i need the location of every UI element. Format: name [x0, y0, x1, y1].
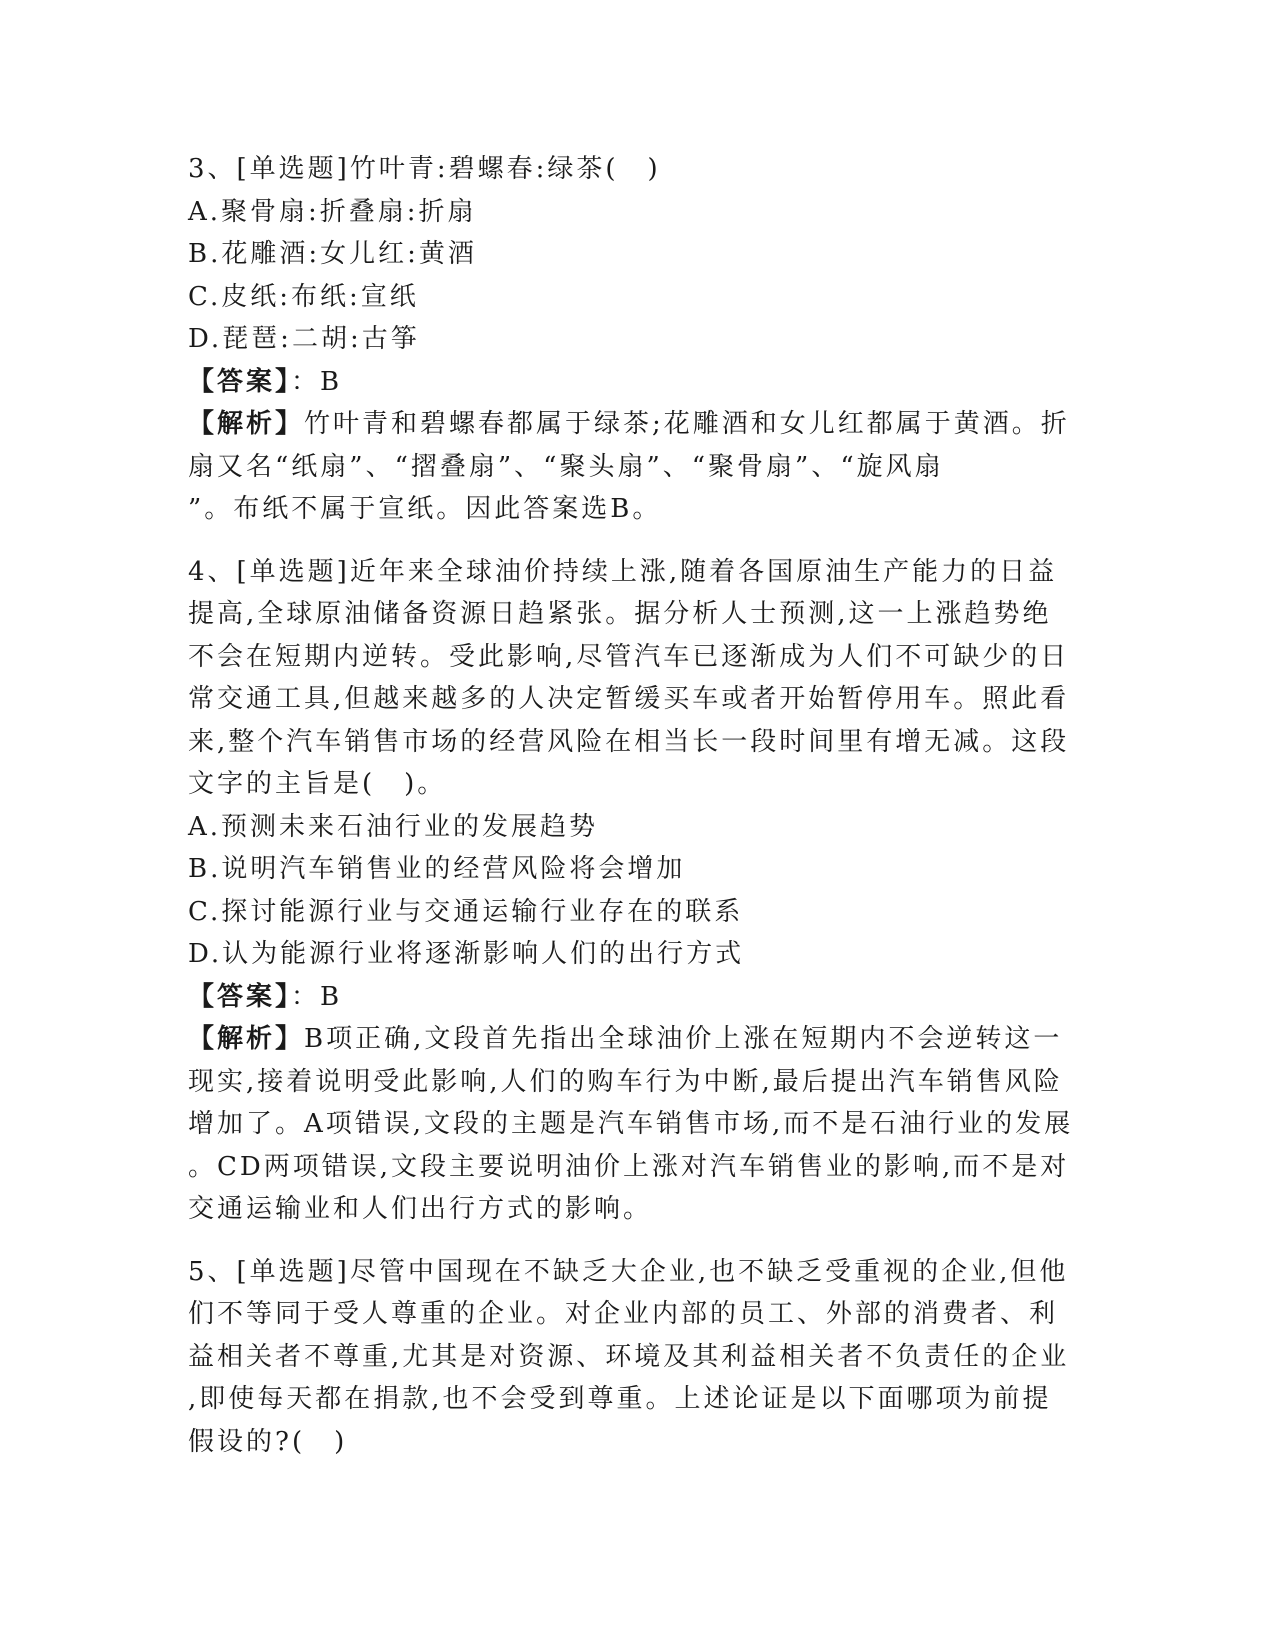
option-c: C.探讨能源行业与交通运输行业存在的联系 — [188, 896, 744, 927]
answer-label: 【答案】 — [188, 981, 292, 1012]
option-c: C.皮纸:布纸:宣纸 — [188, 281, 419, 312]
analysis-text: B项正确,文段首先指出全球油价上涨在短期内不会逆转这一 — [304, 1024, 1063, 1054]
option-a: A.预测未来石油行业的发展趋势 — [188, 811, 599, 842]
question-3 — [188, 148, 1088, 531]
analysis-line: 。CD两项错误,文段主要说明油价上涨对汽车销售业的影响,而不是对 — [188, 1151, 1070, 1182]
question-stem-line: 不会在短期内逆转。受此影响,尽管汽车已逐渐成为人们不可缺少的日 — [188, 641, 1070, 672]
analysis-line: 交通运输业和人们出行方式的影响。 — [188, 1194, 653, 1224]
question-4 — [188, 551, 1088, 1231]
option-b: B.花雕酒:女儿红:黄酒 — [188, 239, 477, 269]
analysis-line — [188, 403, 1088, 446]
question-stem-line: 们不等同于受人尊重的企业。对企业内部的员工、外部的消费者、利 — [188, 1299, 1059, 1329]
option-b: B.说明汽车销售业的经营风险将会增加 — [188, 854, 686, 884]
answer-value: ：B — [291, 366, 343, 397]
answer-line — [188, 976, 1088, 1019]
question-stem-line: 4、[单选题]近年来全球油价持续上涨,随着各国原油生产能力的日益 — [188, 556, 1058, 587]
answer-value: ：B — [291, 981, 343, 1012]
analysis-line: 增加了。A项错误,文段的主题是汽车销售市场,而不是石油行业的发展 — [188, 1109, 1074, 1139]
question-stem-line: ,即使每天都在捐款,也不会受到尊重。上述论证是以下面哪项为前提 — [188, 1384, 1052, 1414]
analysis-label: 【解析】 — [188, 1024, 305, 1054]
question-stem-line: 来,整个汽车销售市场的经营风险在相当长一段时间里有增无减。这段 — [188, 726, 1070, 757]
analysis-line — [188, 1018, 1088, 1061]
option-d: D.认为能源行业将逐渐影响人们的出行方式 — [188, 939, 745, 969]
analysis-line: ”。布纸不属于宣纸。因此答案选B。 — [188, 494, 662, 524]
option-d: D.琵琶:二胡:古筝 — [188, 324, 420, 354]
question-stem-line: 益相关者不尊重,尤其是对资源、环境及其利益相关者不负责任的企业 — [188, 1341, 1070, 1372]
document-page — [188, 148, 1088, 1483]
question-stem-line: 3、[单选题]竹叶青:碧螺春:绿茶( ) — [188, 154, 661, 184]
answer-line — [188, 361, 1088, 404]
question-stem-line: 文字的主旨是( )。 — [188, 769, 447, 799]
question-stem-line: 提高,全球原油储备资源日趋紧张。据分析人士预测,这一上涨趋势绝 — [188, 599, 1052, 629]
question-5 — [188, 1251, 1088, 1464]
analysis-text: 竹叶青和碧螺春都属于绿茶;花雕酒和女儿红都属于黄酒。折 — [304, 409, 1070, 439]
analysis-line: 现实,接着说明受此影响,人们的购车行为中断,最后提出汽车销售风险 — [188, 1066, 1063, 1097]
analysis-line: 扇又名“纸扇”、“摺叠扇”、“聚头扇”、“聚骨扇”、“旋风扇 — [188, 451, 944, 482]
answer-label: 【答案】 — [188, 366, 292, 397]
question-stem-line: 常交通工具,但越来越多的人决定暂缓买车或者开始暂停用车。照此看 — [188, 684, 1070, 714]
analysis-label: 【解析】 — [188, 409, 305, 439]
question-stem-line: 5、[单选题]尽管中国现在不缺乏大企业,也不缺乏受重视的企业,但他 — [188, 1256, 1069, 1287]
question-stem-line: 假设的?( ) — [188, 1426, 348, 1457]
option-a: A.聚骨扇:折叠扇:折扇 — [188, 196, 477, 227]
